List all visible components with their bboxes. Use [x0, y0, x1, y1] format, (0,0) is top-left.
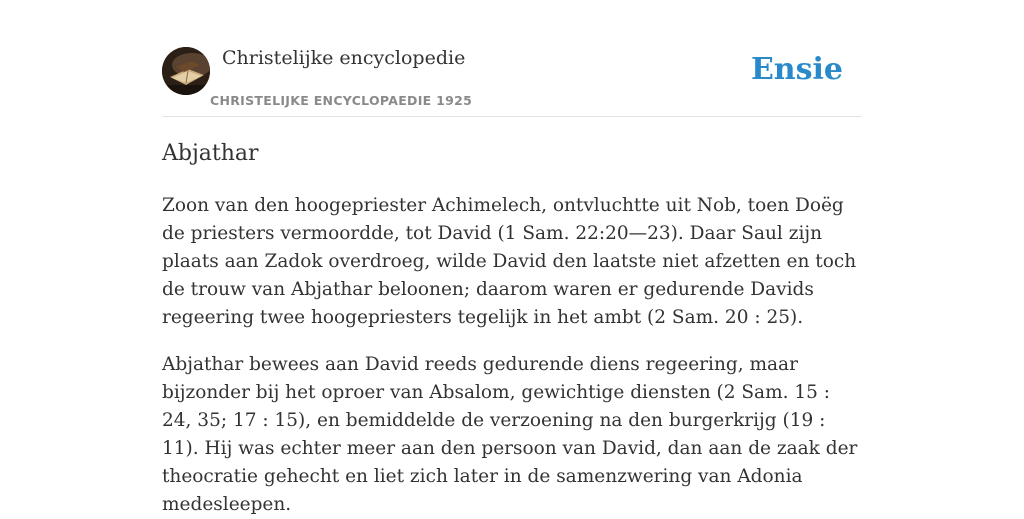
article	[162, 138, 862, 519]
page-header	[162, 46, 862, 117]
article-paragraph: Abjathar bewees aan David reeds gedurende diens regeering, maar bijzonder bij het oproer van Absalom, gewichtige diensten (2 Sam. 15 : 24, 35; 17 : 15), en bemiddelde de verzoening na den burgerkrijg (19 : 11). Hij was echter meer aan den persoon van David, dan aan de zaak der theocratie gehecht en liet zich later in de samenzwering van Adonia medesleepen.	[162, 354, 858, 515]
site-subtitle: CHRISTELIJKE ENCYCLOPAEDIE 1925	[210, 93, 473, 108]
article-title: Abjathar	[162, 141, 259, 166]
encyclopedia-avatar[interactable]	[162, 47, 210, 95]
brand-logo-link[interactable]: Ensie	[750, 52, 843, 87]
article-paragraph: Zoon van den hoogepriester Achimelech, ontvluchtte uit Nob, toen Doëg de priesters vermoordde, tot David (1 Sam. 22:20—23). Daar Saul zijn plaats aan Zadok overdroeg, wilde David den laatste niet afzetten en toch de trouw van Abjathar beloonen; daarom waren er gedurende Davids regeering twee hoogepriesters tegelijk in het ambt (2 Sam. 20 : 25).	[162, 195, 857, 328]
site-title[interactable]: Christelijke encyclopedie	[222, 47, 466, 69]
book-photo-icon	[162, 47, 210, 95]
